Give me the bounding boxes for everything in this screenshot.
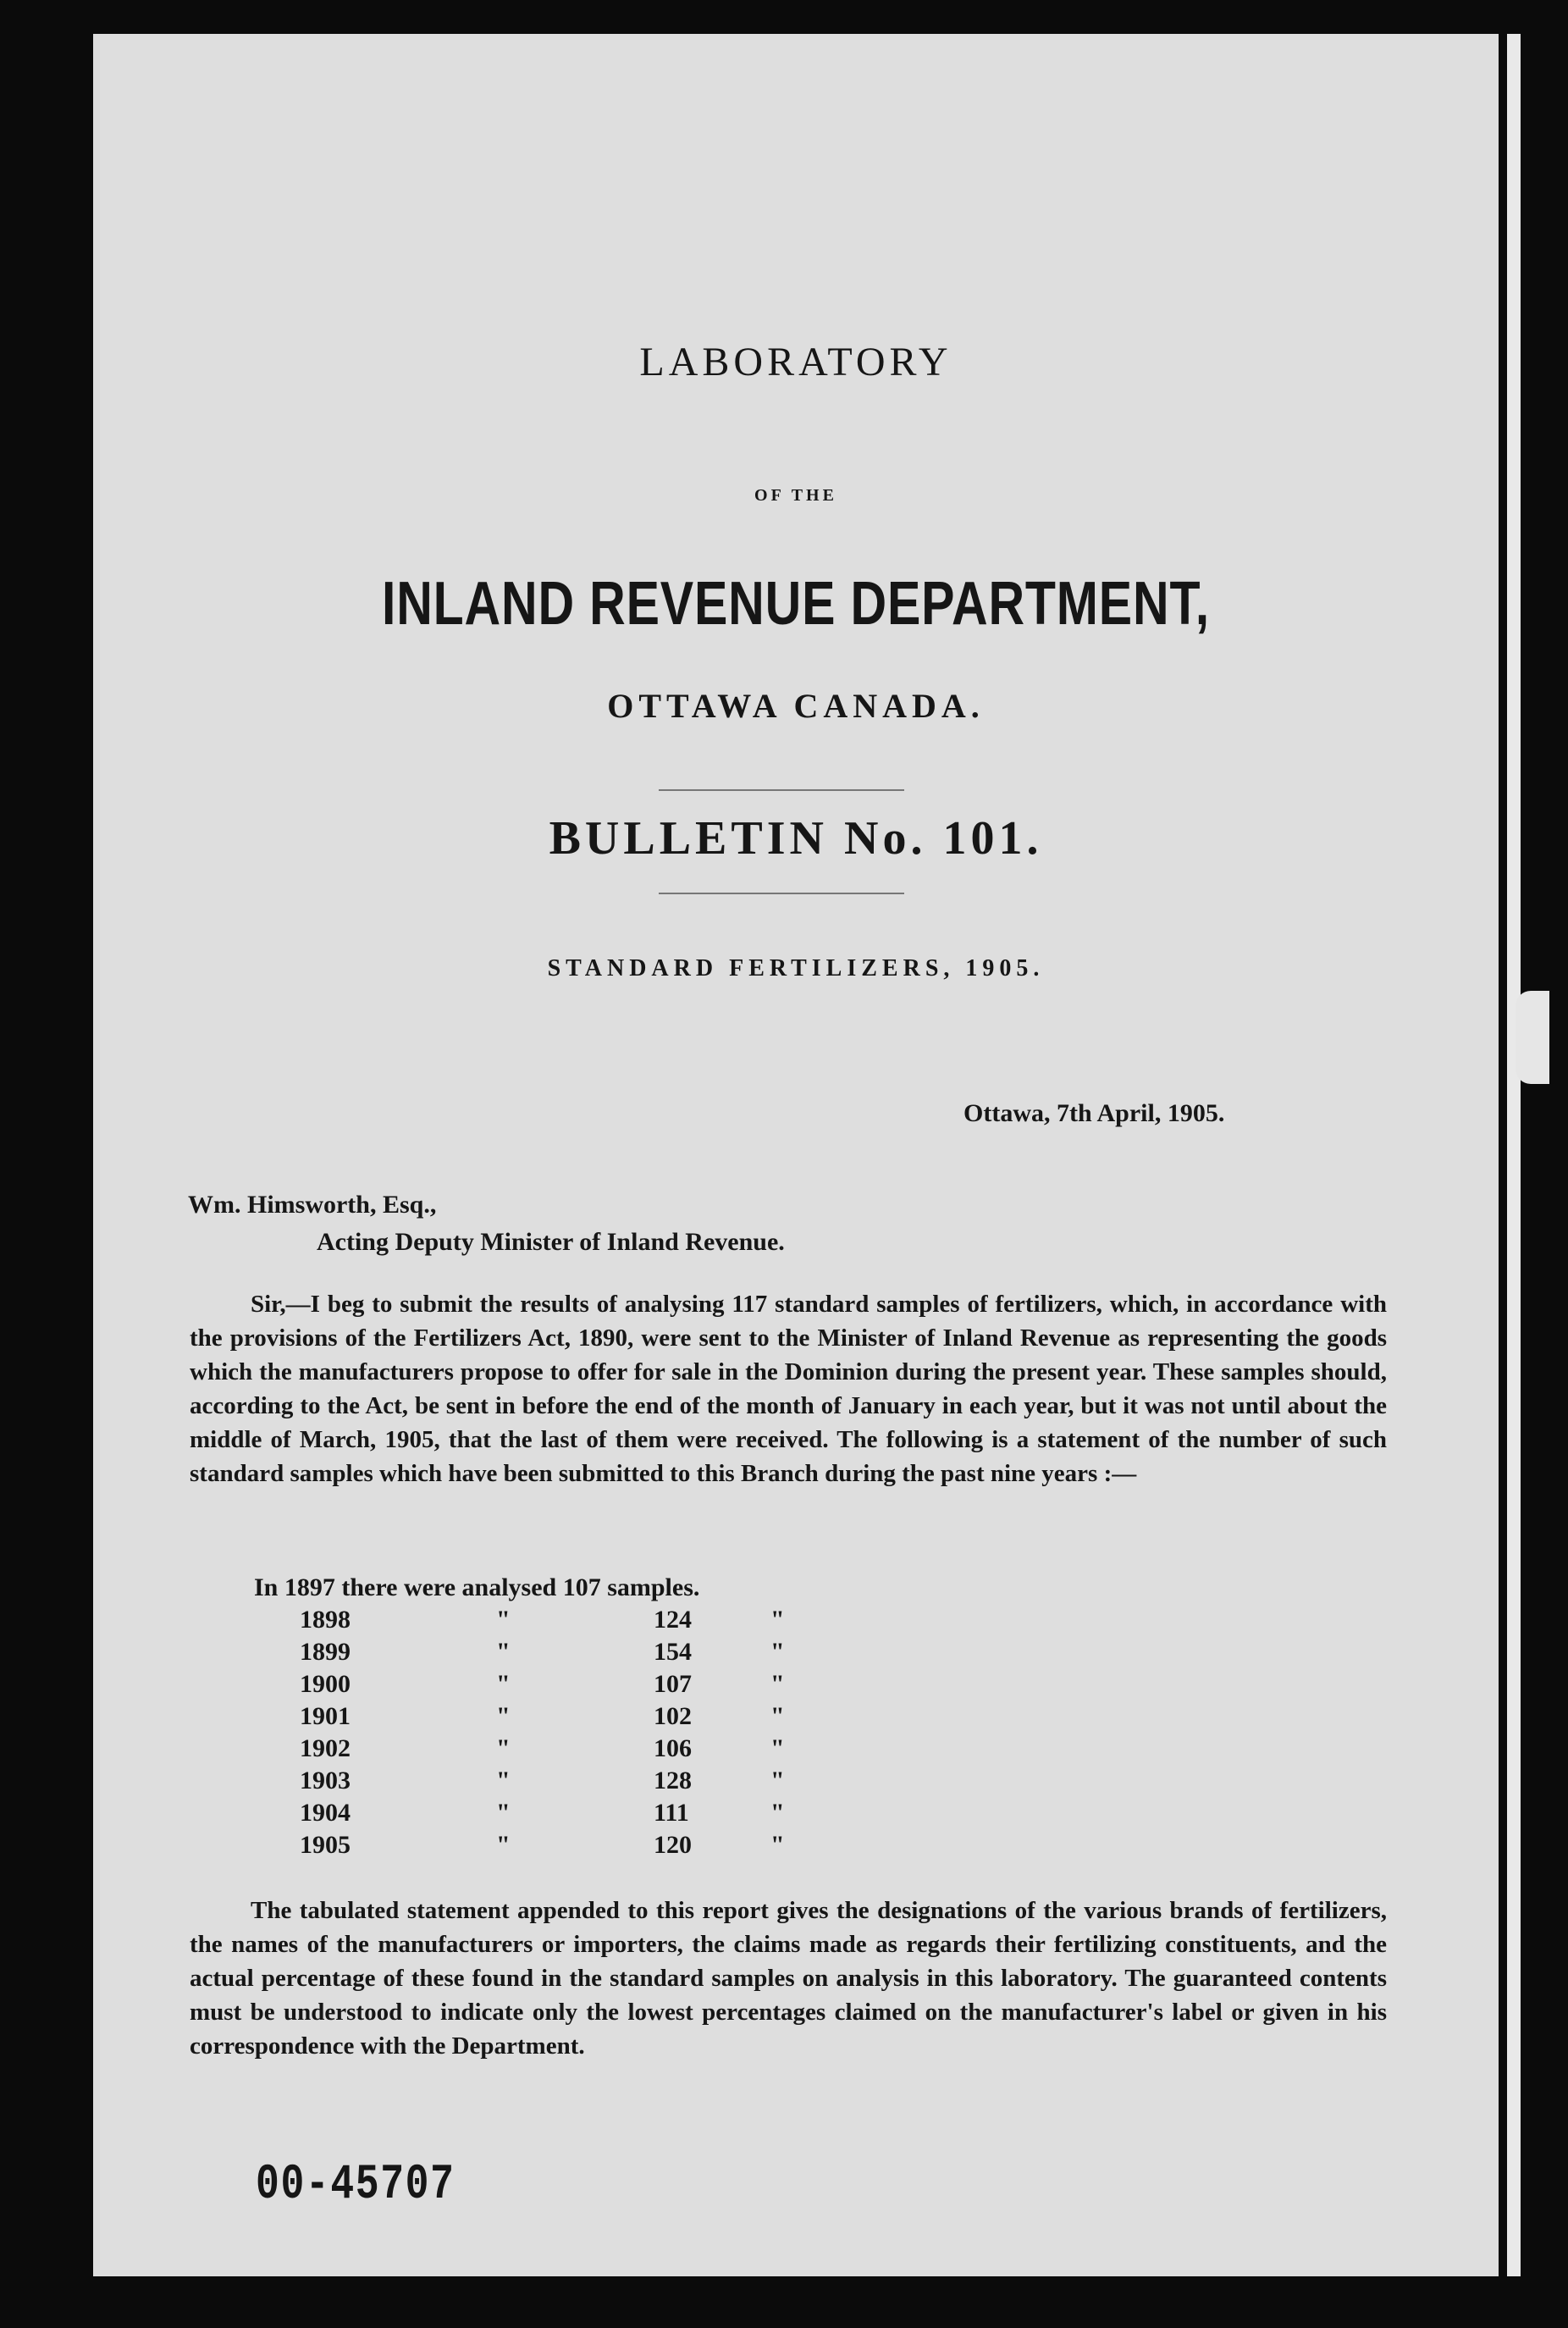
sample-year: 1903 bbox=[300, 1767, 351, 1794]
ditto-mark: " bbox=[496, 1831, 511, 1859]
sample-year: 1899 bbox=[300, 1638, 351, 1666]
sample-count: 111 bbox=[654, 1799, 689, 1827]
addressee-name: Wm. Himsworth, Esq., bbox=[188, 1191, 437, 1219]
bulletin-subject: STANDARD FERTILIZERS, 1905. bbox=[547, 955, 1045, 982]
letter-paragraph-2: The tabulated statement appended to this report gives the designations of the various brands of fertilizers, the names of the manufacturers or importers, the claims made as regards their fertilizing constituents, and the actual percentage of these found in the standard samples on analysis in this laboratory. The guaranteed contents must be understood to indicate only the lowest percentages claimed on the manufacturer's label or given in his correspondence with the Department. bbox=[190, 1897, 1387, 2060]
location-heading: OTTAWA CANADA. bbox=[607, 687, 985, 725]
divider-bottom bbox=[659, 893, 904, 894]
sample-count: 106 bbox=[654, 1734, 692, 1762]
sample-year: 1902 bbox=[300, 1734, 351, 1762]
laboratory-heading: LABORATORY bbox=[639, 340, 952, 384]
sample-count: 107 bbox=[654, 1670, 692, 1698]
bulletin-number: BULLETIN No. 101. bbox=[549, 812, 1043, 865]
divider-top bbox=[659, 789, 904, 791]
sample-year: 1904 bbox=[300, 1799, 351, 1827]
ditto-mark: " bbox=[770, 1638, 785, 1666]
sample-year: 1905 bbox=[300, 1831, 351, 1859]
ditto-mark: " bbox=[496, 1767, 511, 1794]
sample-count: 154 bbox=[654, 1638, 692, 1666]
ditto-mark: " bbox=[770, 1606, 785, 1634]
sample-count: 124 bbox=[654, 1606, 692, 1634]
ditto-mark: " bbox=[770, 1799, 785, 1827]
page-edge-tab bbox=[1516, 991, 1549, 1084]
ditto-mark: " bbox=[770, 1670, 785, 1698]
page-edge bbox=[1507, 34, 1521, 2276]
letter-paragraph-1: Sir,—I beg to submit the results of analysing 117 standard samples of fertilizers, which, in accordance with the provisions of the Fertilizers Act, 1890, were sent to the Minister of Inland Revenue as representing the goods which the manufacturers propose to offer for sale in the Dominion during the present year. These samples should, according to the Act, be sent in before the end of the month of January in each year, but it was not until about the middle of March, 1905, that the last of them were received. The following is a statement of the number of such standard samples which have been submitted to this Branch during the past nine years :— bbox=[190, 1291, 1387, 1487]
of-the-heading: OF THE bbox=[754, 486, 837, 505]
document-page bbox=[93, 34, 1499, 2276]
addressee-title: Acting Deputy Minister of Inland Revenue. bbox=[317, 1228, 785, 1256]
sample-year: 1900 bbox=[300, 1670, 351, 1698]
ditto-mark: " bbox=[496, 1638, 511, 1666]
sample-count: 120 bbox=[654, 1831, 692, 1859]
ditto-mark: " bbox=[496, 1734, 511, 1762]
sample-count: 102 bbox=[654, 1702, 692, 1730]
ditto-mark: " bbox=[770, 1831, 785, 1859]
sample-count: 128 bbox=[654, 1767, 692, 1794]
ditto-mark: " bbox=[496, 1799, 511, 1827]
catalog-stamp-number: 00-45707 bbox=[256, 2158, 455, 2213]
ditto-mark: " bbox=[770, 1767, 785, 1794]
ditto-mark: " bbox=[496, 1606, 511, 1634]
department-heading: INLAND REVENUE DEPARTMENT, bbox=[381, 570, 1211, 638]
samples-intro: In 1897 there were analysed 107 samples. bbox=[254, 1573, 700, 1601]
ditto-mark: " bbox=[770, 1734, 785, 1762]
ditto-mark: " bbox=[496, 1702, 511, 1730]
sample-year: 1901 bbox=[300, 1702, 351, 1730]
sample-year: 1898 bbox=[300, 1606, 351, 1634]
ditto-mark: " bbox=[770, 1702, 785, 1730]
ditto-mark: " bbox=[496, 1670, 511, 1698]
dateline: Ottawa, 7th April, 1905. bbox=[963, 1099, 1225, 1127]
